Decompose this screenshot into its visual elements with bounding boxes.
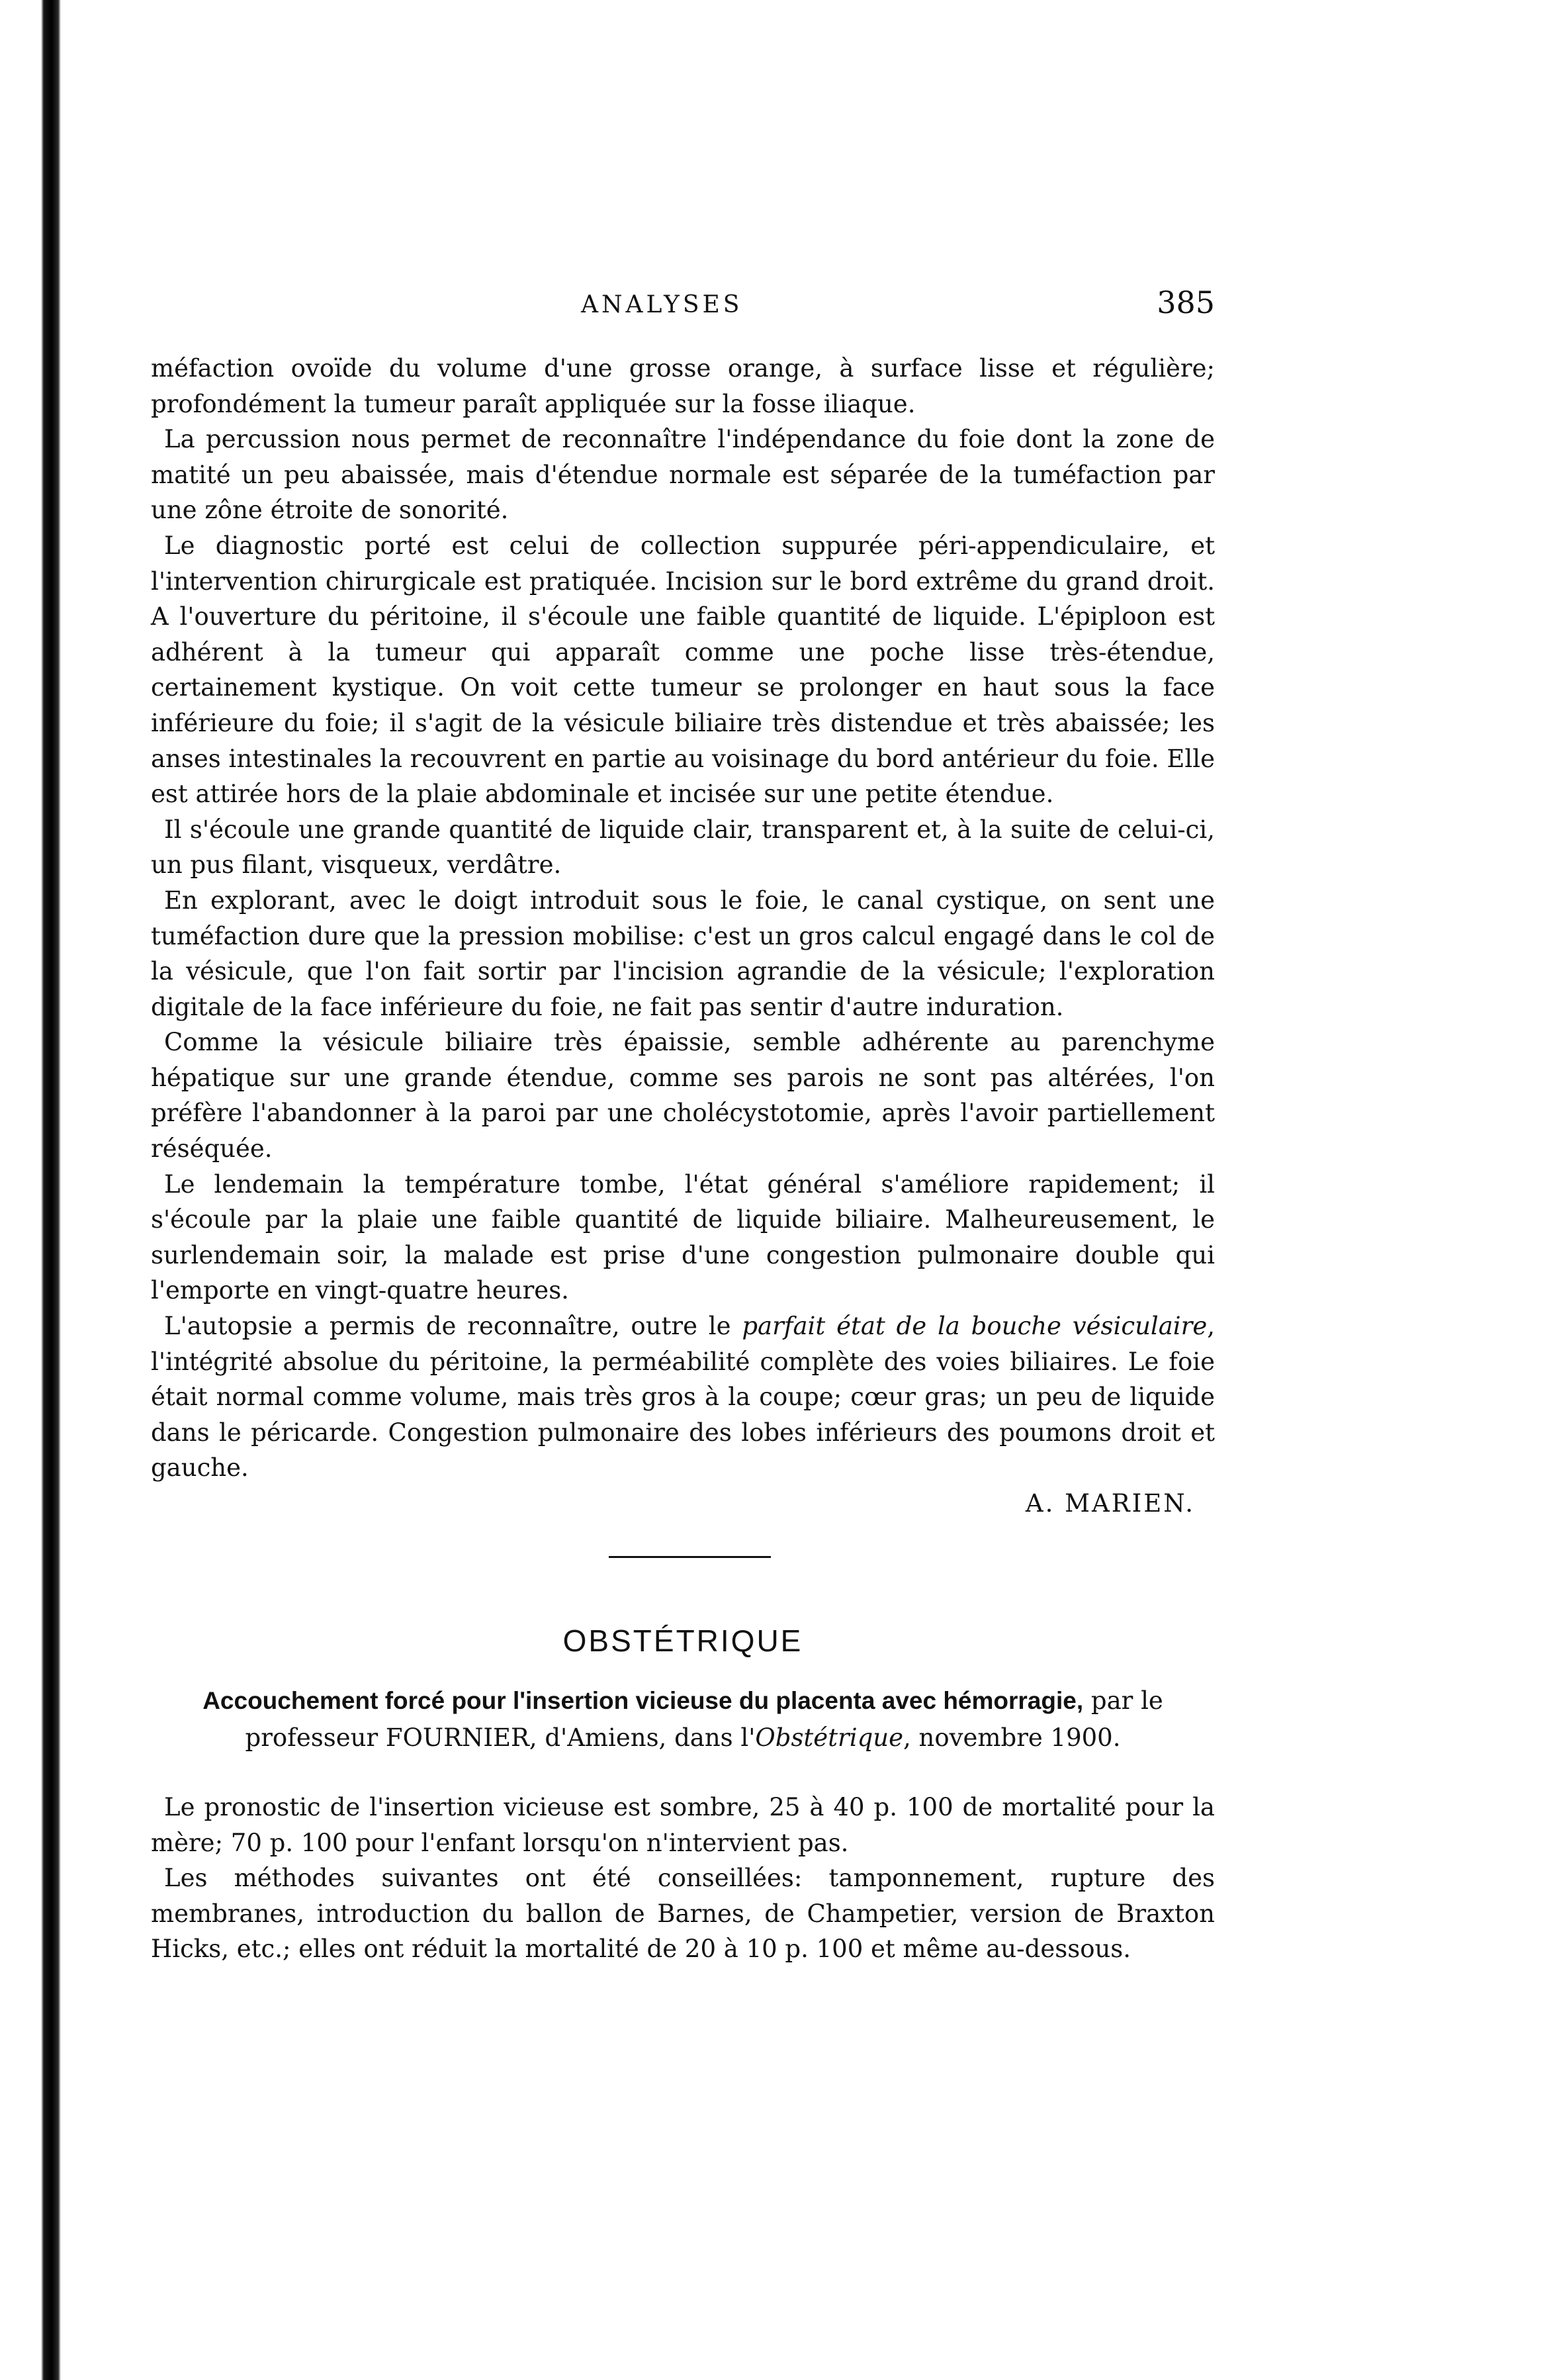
section-title: OBSTÉTRIQUE <box>562 1624 803 1658</box>
paragraph-percussion: La percussion nous permet de reconnaître l'indépendance du foie dont la zone de matité un peu abaissée, mais d'étendue normale est séparée de la tuméfaction par une zône étroite de sonorité. <box>151 425 1215 525</box>
article-title: Accouchement forcé pour l'insertion vicieuse du placenta avec hémorragie, <box>202 1687 1084 1714</box>
section-divider <box>609 1556 771 1558</box>
paragraph-cholecystotomy: Comme la vésicule biliaire très épaissie, semble adhérente au parenchyme hépatique sur une grande étendue, comme ses parois ne sont pas altérées, l'on préfère l'abandonner à la paroi par une cholécystotomie, après l'avoir partiellement réséquée. <box>151 1028 1215 1164</box>
article-date: , novembre 1900. <box>903 1723 1121 1752</box>
autopsy-italic-phrase: parfait état de la bouche vésiculaire <box>742 1312 1208 1341</box>
article-byline: par le professeur FOURNIER, d'Amiens, dans l' <box>245 1686 1163 1752</box>
paragraph-case-description: méfaction ovoïde du volume d'une grosse orange, à surface lisse et régulière; profondément la tumeur paraît appliquée sur la fosse iliaque. <box>151 354 1215 418</box>
running-title: ANALYSES <box>581 291 743 318</box>
author-signature: A. MARIEN. <box>1025 1489 1195 1518</box>
scan-binding-edge <box>0 0 61 2380</box>
autopsy-text-end: , l'intégrité absolue du péritoine, la perméabilité complète des voies biliaires. Le foie était normal comme volume, mais très gros à la coupe; cœur gras; un peu de liquide dans le péricarde. Congestion pulmonaire des lobes inférieurs des poumons droit et gauche. <box>151 1312 1215 1483</box>
article-heading <box>151 1682 1215 1757</box>
paragraph-prognosis: Le pronostic de l'insertion vicieuse est sombre, 25 à 40 p. 100 de mortalité pour la mère; 70 p. 100 pour l'enfant lorsqu'on n'intervient pas. <box>151 1793 1215 1857</box>
paragraph-autopsy <box>151 1308 1215 1486</box>
running-head <box>151 285 1215 324</box>
article-journal: Obstétrique <box>755 1723 903 1752</box>
autopsy-text-start: L'autopsie a permis de reconnaître, outre le <box>164 1312 742 1341</box>
paragraph-methods: Les méthodes suivantes ont été conseillées: tamponnement, rupture des membranes, introduction du ballon de Barnes, de Champetier, version de Braxton Hicks, etc.; elles ont réduit la mortalité de 20 à 10 p. 100 et même au-dessous. <box>151 1864 1215 1964</box>
paragraph-diagnosis: Le diagnostic porté est celui de collection suppurée péri-appendiculaire, et l'intervention chirurgicale est pratiquée. Incision sur le bord extrême du grand droit. A l'ouverture du péritoine, il s'écoule une faible quantité de liquide. L'épiploon est adhérent à la tumeur qui apparaît comme une poche lisse très-étendue, certainement kystique. On voit cette tumeur se prolonger en haut sous la face inférieure du foie; il s'agit de la vésicule biliaire très distendue et très abaissée; les anses intestinales la recouvrent en partie au voisinage du bord antérieur du foie. Elle est attirée hors de la plaie abdominale et incisée sur une petite étendue. <box>151 531 1215 809</box>
paragraph-outcome: Le lendemain la température tombe, l'état général s'améliore rapidement; il s'écoule par la plaie une faible quantité de liquide biliaire. Malheureusement, le surlendemain soir, la malade est prise d'une congestion pulmonaire double qui l'emporte en vingt-quatre heures. <box>151 1169 1215 1305</box>
book-page <box>151 285 1215 1967</box>
paragraph-liquid: Il s'écoule une grande quantité de liquide clair, transparent et, à la suite de celui-ci, un pus filant, visqueux, verdâtre. <box>151 815 1215 880</box>
page-number: 385 <box>1157 285 1215 320</box>
paragraph-exploration: En explorant, avec le doigt introduit sous le foie, le canal cystique, on sent une tuméfaction dure que la pression mobilise: c'est un gros calcul engagé dans le col de la vésicule, que l'on fait sortir par l'incision agrandie de la vésicule; l'exploration digitale de la face inférieure du foie, ne fait pas sentir d'autre induration. <box>151 886 1215 1021</box>
